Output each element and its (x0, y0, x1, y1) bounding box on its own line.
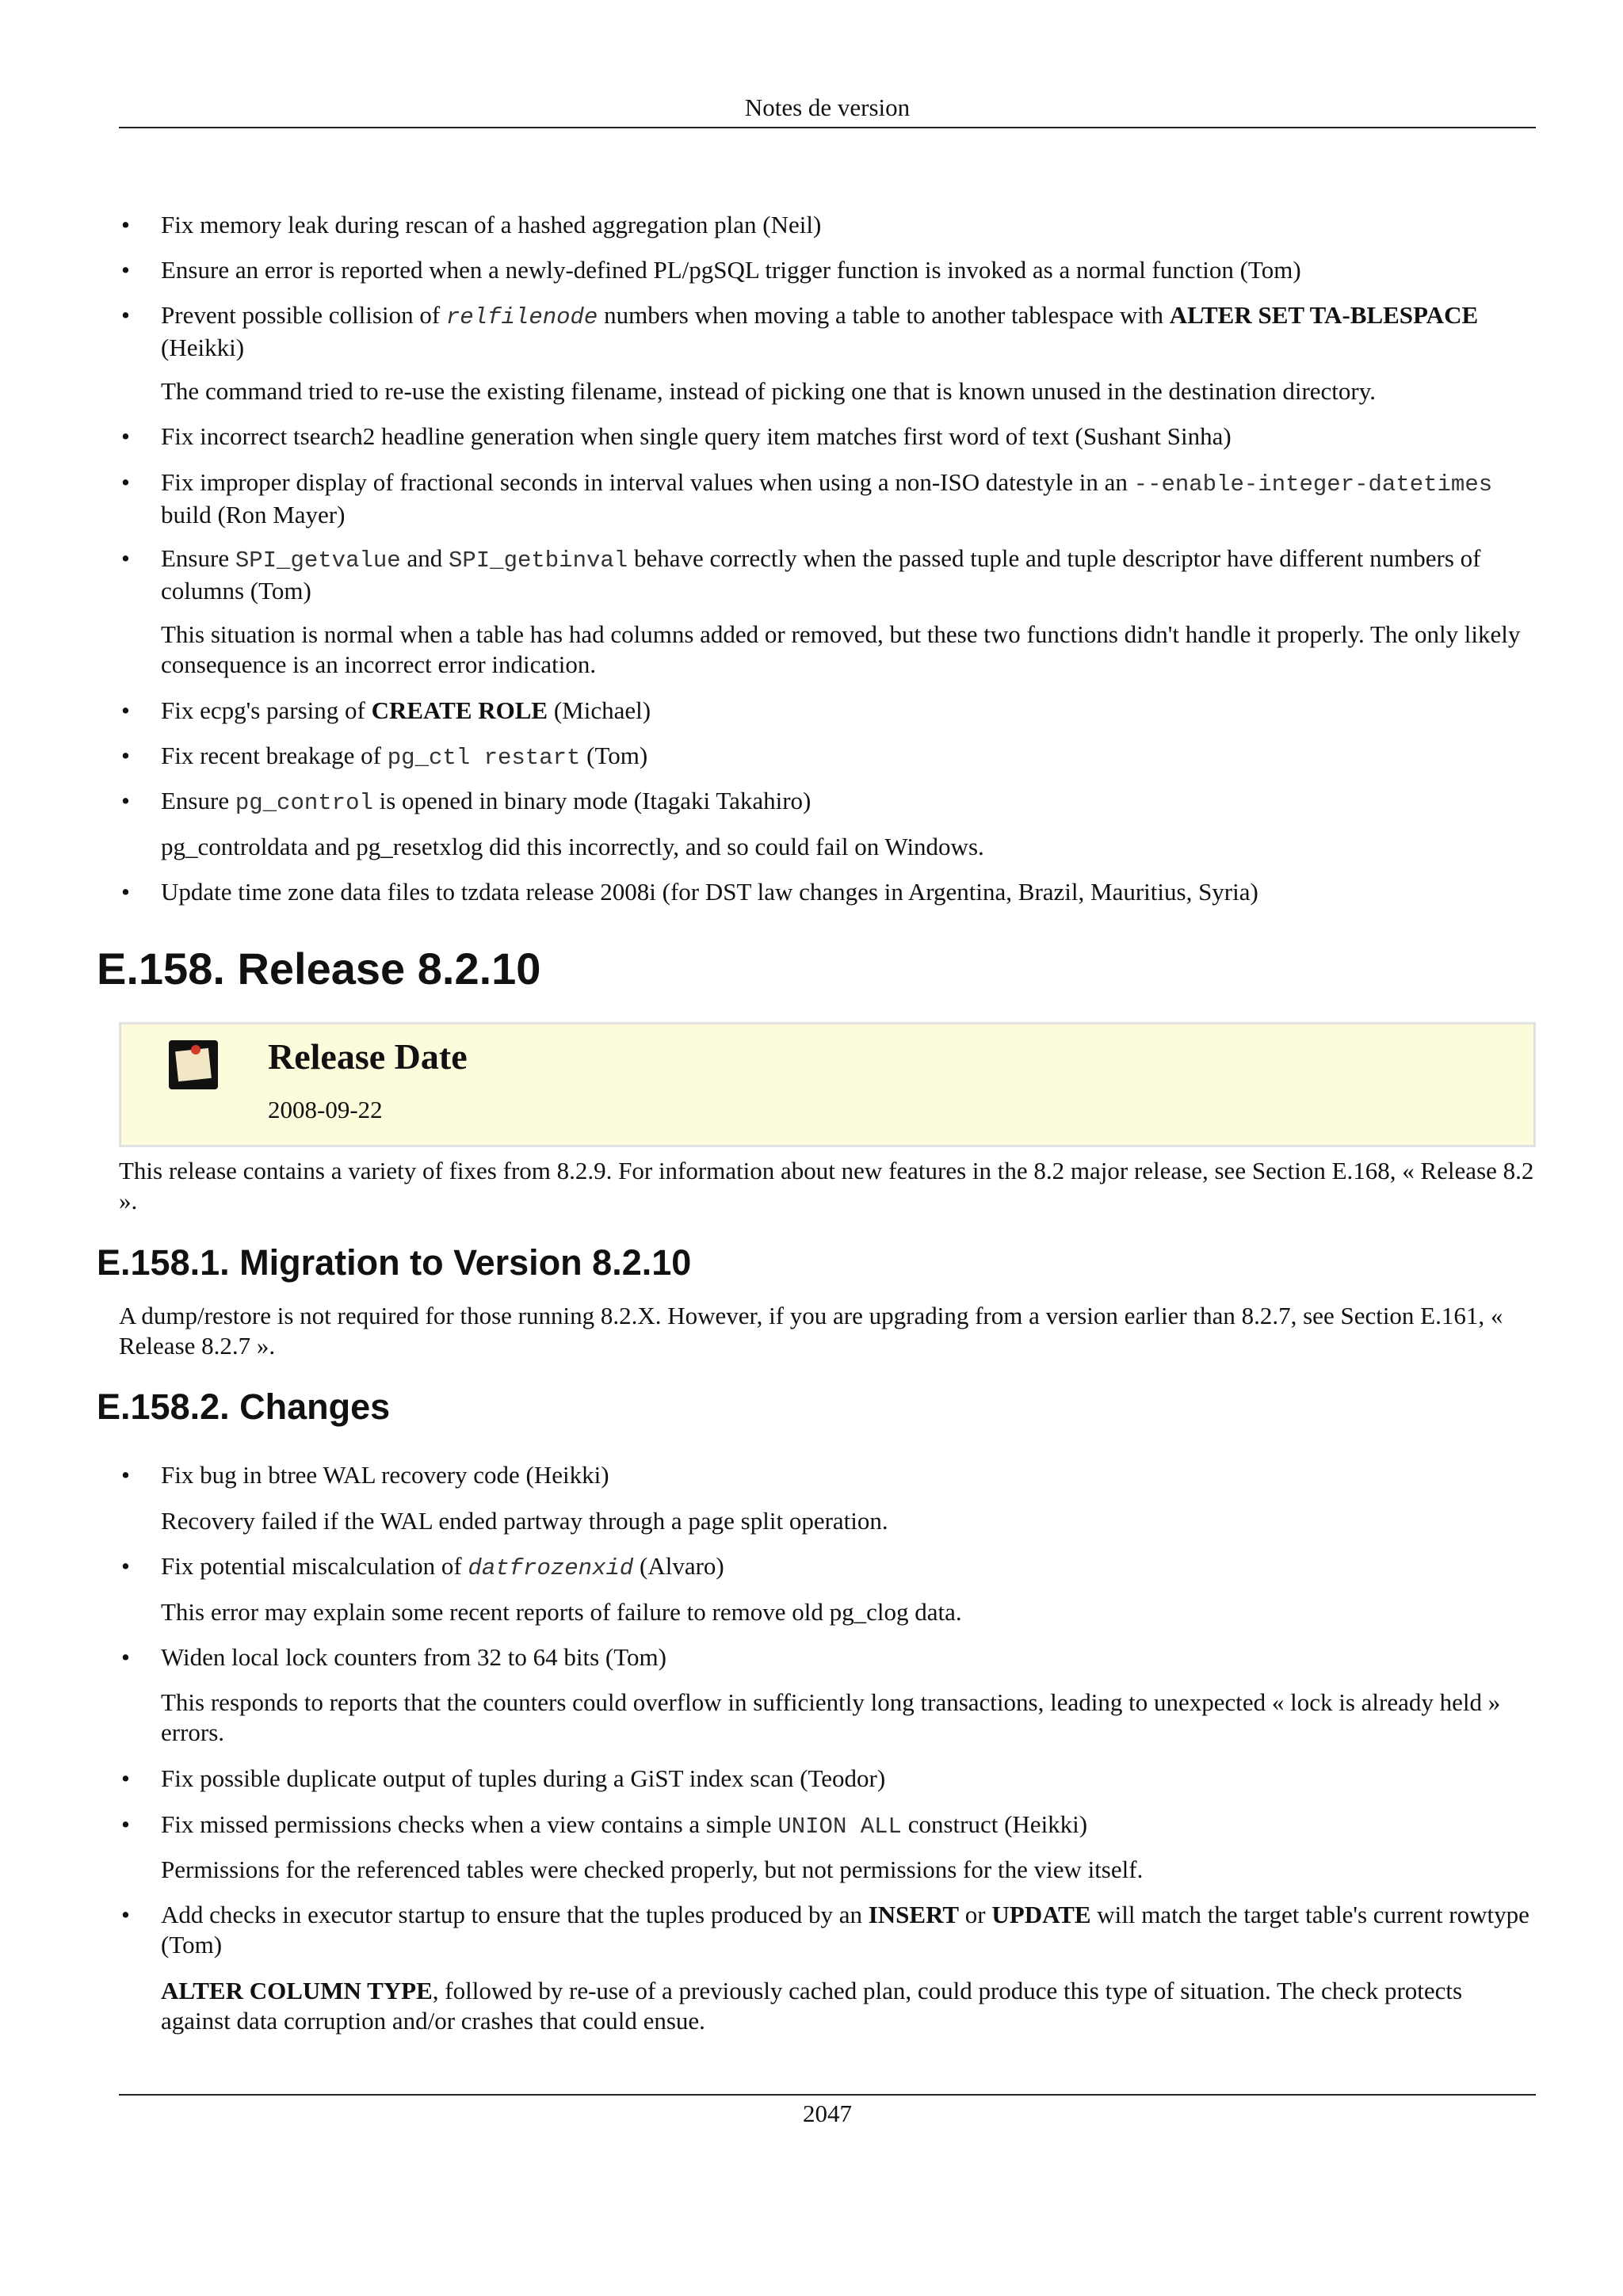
intro-paragraph: This release contains a variety of fixes from 8.2.9. For information about new features in the 8.2 major release, see Section E.168, « Release 8.2 ». (119, 1157, 1534, 1215)
header-rule (119, 127, 1536, 128)
item-note: pg_controldata and pg_resetxlog did this incorrectly, and so could fail on Windows. (161, 833, 984, 860)
code-relfilenode: relfilenode (445, 304, 598, 330)
note-icon (169, 1040, 218, 1089)
running-header: Notes de version (744, 93, 911, 121)
item-note: This responds to reports that the counters could overflow in sufficiently long transactions, leading to unexpected « lock is already held » errors. (161, 1688, 1501, 1746)
code-pg-control: pg_control (235, 790, 373, 816)
code-datfrozenxid: datfrozenxid (468, 1555, 634, 1581)
subsection-changes-title: E.158.2. Changes (97, 1386, 391, 1427)
migration-paragraph: A dump/restore is not required for those running 8.2.X. However, if you are upgrading from a version earlier than 8.2.7, see Section E.161, « Release 8.2.7 ». (119, 1302, 1503, 1360)
item-note: Recovery failed if the WAL ended partway through a page split operation. (161, 1507, 888, 1535)
note-date: 2008-09-22 (268, 1096, 383, 1123)
item-note: ALTER COLUMN TYPE, followed by re-use of a previously cached plan, could produce this type of situation. The check protects against data corruption and/or crashes that could ensue. (161, 1977, 1463, 2035)
item-note: The command tried to re-use the existing filename, instead of picking one that is known unused in the destination directory. (161, 377, 1376, 405)
item-note: This situation is normal when a table has had columns added or removed, but these two functions didn't handle it properly. The only likely consequence is an incorrect error indication. (161, 620, 1521, 678)
code-enable-integer-datetimes: --enable-integer-datetimes (1133, 471, 1493, 498)
item-note: This error may explain some recent reports of failure to remove old pg_clog data. (161, 1598, 962, 1626)
document-page: Notes de version • Fix memory leak during rescan of a hashed aggregation plan (Neil) • Ensure an error is reported when a newly-defined PL/pgSQL trigger function is invoked as a normal function (Tom) • Prevent possible collision of relfilenode numbers when moving a table to another tablespace with ALTER SET TA-BLESPACE (Heikki) The command tried to re-use the existing filename, instead of picking one that is known unused in the destination directory. • Fix incorrect tsearch2 headline generation when single query item matches first word of text (Sushant Sinha) • Fix improper display of fractional seconds in interval values when using a non-ISO datestyle in an --enable-integer-datetimes build (Ron Mayer) • Ensure SPI_getvalue and SPI_getbinval behave correctly when the passed tuple and tuple descriptor have different numbers of columns (Tom) This situation is normal when a table has had columns added or removed, but these two functions didn't handle it properly. The only likely consequence is an incorrect error indication. • Fix ecpg's parsing of CREATE ROLE (Michael) • Fix recent breakage of pg_ctl restart (Tom) • Ensure pg_control is opened in binary mode (Itagaki Takahiro) pg_controldata and pg_resetxlog did this incorrectly, and so could fail on Windows. • Update time zone data files to tzdata release 2008i (for DST law changes in Argentina, Brazil, Mauritius, Syria) E.158. Release 8.2.10 Release Date 2008-09-22 This release contains a variety of fixes from 8.2.9. For information about new features in the 8.2 major release, see Section E.168, « Release 8.2 ». E.158.1. Migration to Version 8.2.10 A dump/restore is not required for those running 8.2.X. However, if you are upgrading from a version earlier than 8.2.7, see Section E.161, « Release 8.2.7 ». E.158.2. Changes • Fix bug in btree WAL recovery code (Heikki) Recovery failed if the WAL ended partway through a page split operation. • Fix potential miscalculation of datfrozenxid (Alvaro) This error may explain some recent reports of failure to remove old pg_clog data. • Widen local lock counters from 32 to 64 bits (Tom) This responds to reports that the counters could overflow in sufficiently long transactions, leading to unexpected « lock is already held » errors. • Fix possible duplicate output of tuples during a GiST index scan (Teodor) • Fix missed permissions checks when a view contains a simple UNION ALL construct (Heikki) Permissions for the referenced tables were checked properly, but not permissions for the view itself. • Add checks in executor startup to ensure that the tuples produced by an INSERT or UPDATE will match the target table's current rowtype (Tom) ALTER COLUMN TYPE, followed by re-use of a previously cached plan, could produce this type of situation. The check protects against data corruption and/or crashes that could ensue. 2047 (0, 0, 1623, 2296)
page-number: 2047 (803, 2100, 852, 2127)
subsection-migration-title: E.158.1. Migration to Version 8.2.10 (97, 1242, 692, 1283)
code-union-all: UNION ALL (777, 1814, 902, 1840)
code-spi-getvalue: SPI_getvalue (235, 547, 401, 574)
item-note: Permissions for the referenced tables were checked properly, but not permissions for the view itself. (161, 1855, 1144, 1883)
note-title: Release Date (268, 1036, 468, 1077)
section-title: E.158. Release 8.2.10 (97, 944, 541, 994)
code-spi-getbinval: SPI_getbinval (448, 547, 628, 574)
footer-rule (119, 2094, 1536, 2096)
release-date-note (119, 1022, 1536, 1147)
code-pg-ctl-restart: pg_ctl restart (387, 745, 581, 771)
